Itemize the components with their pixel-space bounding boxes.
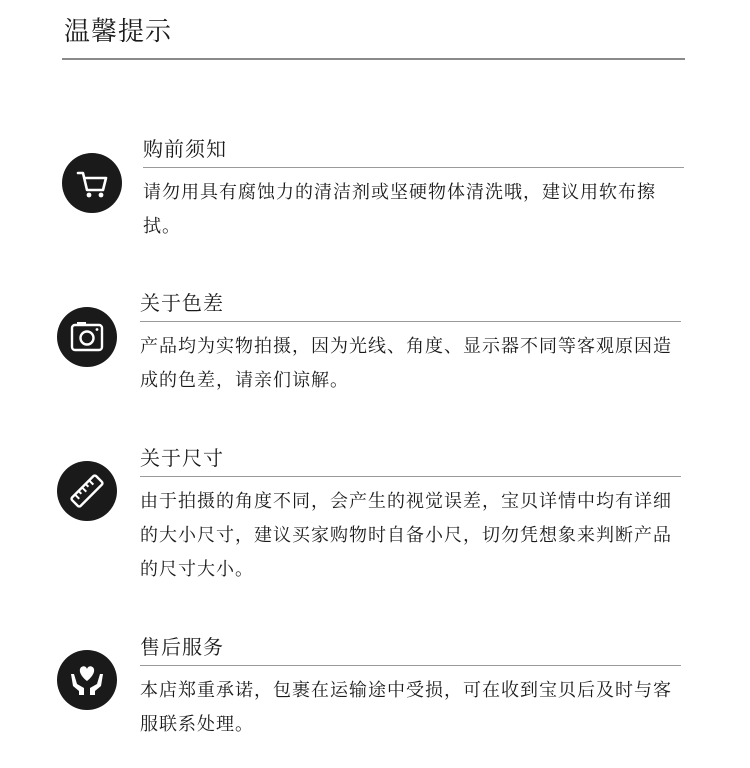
section-body: 请勿用具有腐蚀力的清洁剂或坚硬物体清洗哦，建议用软布擦拭。	[143, 182, 656, 237]
section-divider	[143, 167, 684, 168]
section-divider	[140, 321, 681, 322]
section-body: 由于拍摄的角度不同，会产生的视觉误差，宝贝详情中均有详细的大小尺寸，建议买家购物时自备小尺，切勿凭想象来判断产品的尺寸大小。	[140, 491, 672, 580]
section-divider	[140, 476, 681, 477]
section-title: 关于色差	[140, 291, 224, 315]
camera-icon	[57, 307, 117, 367]
section-body: 产品均为实物拍摄，因为光线、角度、显示器不同等客观原因造成的色差，请亲们谅解。	[140, 336, 672, 391]
section-title: 购前须知	[143, 137, 227, 161]
page-title: 温馨提示	[64, 17, 173, 47]
header-divider	[62, 58, 685, 60]
section-divider	[140, 665, 681, 666]
section-body: 本店郑重承诺，包裹在运输途中受损，可在收到宝贝后及时与客服联系处理。	[140, 680, 672, 735]
shopping-cart-icon	[62, 153, 122, 213]
heart-in-hands-icon	[57, 650, 117, 710]
ruler-icon	[57, 461, 117, 521]
section-title: 关于尺寸	[140, 446, 224, 470]
section-title: 售后服务	[140, 635, 224, 659]
